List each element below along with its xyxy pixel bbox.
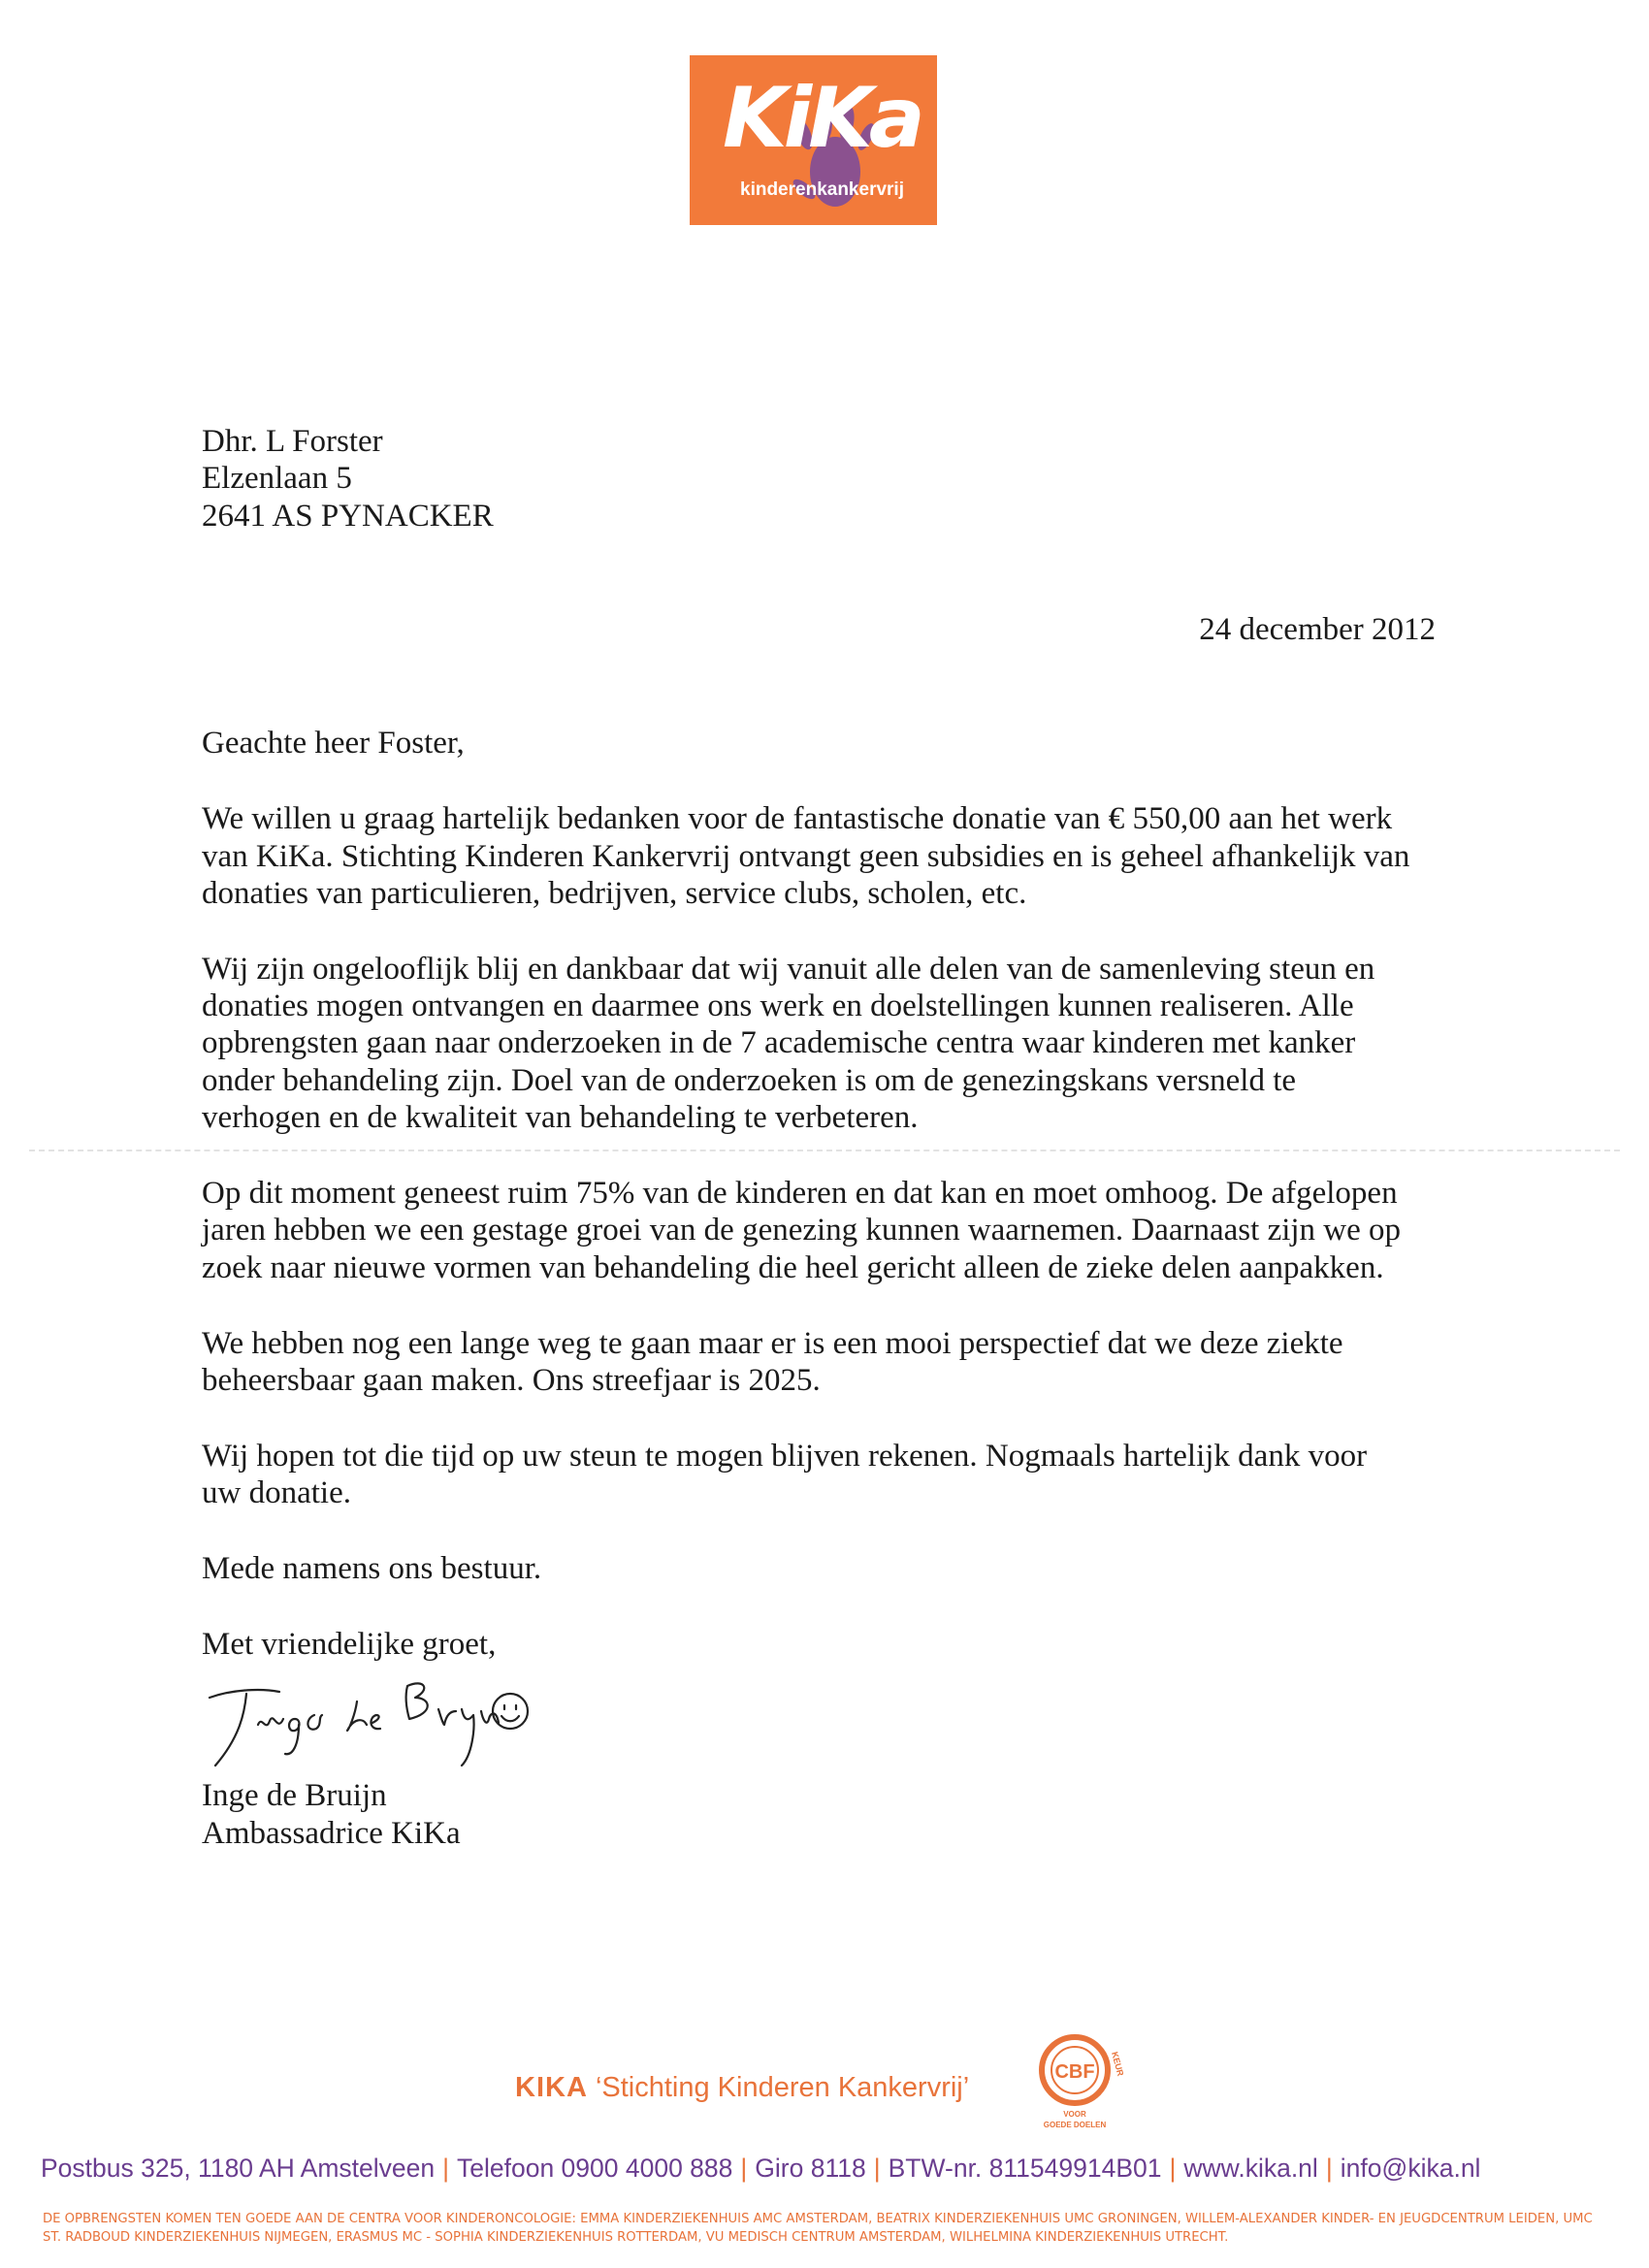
cbf-caption-1: VOOR [1063, 2110, 1086, 2119]
footer-fine-print: DE OPBRENGSTEN KOMEN TEN GOEDE AAN DE CENTRA VOOR KINDERONCOLOGIE: EMMA KINDERZIEKENHUIS AMC AMSTERDAM, BEATRIX KINDERZIEKENHUIS UMC GRONINGEN, WILLEM-ALEXANDER KINDER- EN JEUGDCENTRUM LEIDEN, UMC ST. RADBOUD KINDERZIEKENHUIS NIJMEGEN, ERASMUS MC - SOPHIA KINDERZIEKENHUIS ROTTERDAM, VU MEDISCH CENTRUM AMSTERDAM, WILHELMINA KINDERZIEKENHUIS UTRECHT. [43, 2212, 1593, 2245]
footer-org-name: ‘Stichting Kinderen Kankervrij’ [595, 2072, 970, 2103]
paragraph-line: zoek naar nieuwe vormen van behandeling die heel gericht alleen de zieke delen aanpakken. [202, 1250, 1384, 1285]
paragraph-line: uw donatie. [202, 1475, 351, 1510]
paper-fold-line [29, 1150, 1620, 1151]
cbf-keur-badge [1031, 2029, 1128, 2141]
footer-separator: | [1325, 2154, 1333, 2183]
paragraph-line: Mede namens ons bestuur. [202, 1551, 542, 1586]
paragraph-line: van KiKa. Stichting Kinderen Kankervrij ontvangt geen subsidies en is geheel afhankelijk van [202, 839, 1410, 874]
footer-separator: | [442, 2154, 449, 2183]
handwritten-signature [202, 1676, 532, 1783]
signer-name: Inge de Bruijn [202, 1778, 387, 1813]
signer-title: Ambassadrice KiKa [202, 1816, 461, 1851]
paragraph-line: onder behandeling zijn. Doel van de onderzoeken is om de genezingskans versneld te [202, 1063, 1297, 1098]
footer-organisation [515, 2072, 969, 2104]
cbf-mark: CBF [1054, 2061, 1095, 2083]
paragraph-line: donaties mogen ontvangen en daarmee ons werk en doelstellingen kunnen realiseren. Alle [202, 988, 1354, 1023]
footer-separator: | [1169, 2154, 1177, 2183]
recipient-city: 2641 AS PYNACKER [202, 499, 494, 534]
cbf-caption-2: GOEDE DOELEN [1043, 2121, 1107, 2129]
paragraph-line: Wij zijn ongelooflijk blij en dankbaar dat wij vanuit alle delen van de samenleving steun en [202, 952, 1375, 987]
footer-phone: Telefoon 0900 4000 888 [457, 2154, 733, 2183]
closing: Met vriendelijke groet, [202, 1627, 497, 1662]
letter-date: 24 december 2012 [1199, 612, 1436, 647]
paragraph-line: We willen u graag hartelijk bedanken voor de fantastische donatie van € 550,00 aan het werk [202, 801, 1393, 836]
footer-separator: | [873, 2154, 881, 2183]
footer-org-short: KIKA [515, 2072, 588, 2103]
footer-email: info@kika.nl [1340, 2154, 1481, 2183]
cbf-keur: KEUR [1110, 2050, 1126, 2078]
footer-separator: | [740, 2154, 748, 2183]
paragraph-line: opbrengsten gaan naar onderzoeken in de 7 academische centra waar kinderen met kanker [202, 1025, 1356, 1060]
kika-logo [690, 55, 937, 225]
footer-vat-number: BTW-nr. 811549914B01 [888, 2154, 1162, 2183]
paragraph-line: Op dit moment geneest ruim 75% van de kinderen en dat kan en moet omhoog. De afgelopen [202, 1176, 1398, 1211]
paragraph-line: We hebben nog een lange weg te gaan maar er is een mooi perspectief dat we deze ziekte [202, 1326, 1343, 1361]
paragraph-line: verhogen en de kwaliteit van behandeling te verbeteren. [202, 1100, 919, 1135]
logo-tagline: kinderenkankervrij [740, 179, 904, 200]
footer-contact-line [41, 2154, 1480, 2184]
recipient-name: Dhr. L Forster [202, 424, 383, 459]
paragraph-line: jaren hebben we een gestage groei van de genezing kunnen waarnemen. Daarnaast zijn we op [202, 1213, 1402, 1247]
footer-postal-address: Postbus 325, 1180 AH Amstelveen [41, 2154, 436, 2183]
paragraph-line: donaties van particulieren, bedrijven, service clubs, scholen, etc. [202, 876, 1027, 911]
footer-website: www.kika.nl [1183, 2154, 1318, 2183]
recipient-street: Elzenlaan 5 [202, 461, 352, 496]
footer-giro: Giro 8118 [755, 2154, 866, 2183]
salutation: Geachte heer Foster, [202, 726, 465, 761]
paragraph-line: beheersbaar gaan maken. Ons streefjaar is 2025. [202, 1363, 821, 1398]
paragraph-line: Wij hopen tot die tijd op uw steun te mogen blijven rekenen. Nogmaals hartelijk dank voor [202, 1439, 1368, 1474]
logo-wordmark: KiKa [723, 70, 922, 167]
